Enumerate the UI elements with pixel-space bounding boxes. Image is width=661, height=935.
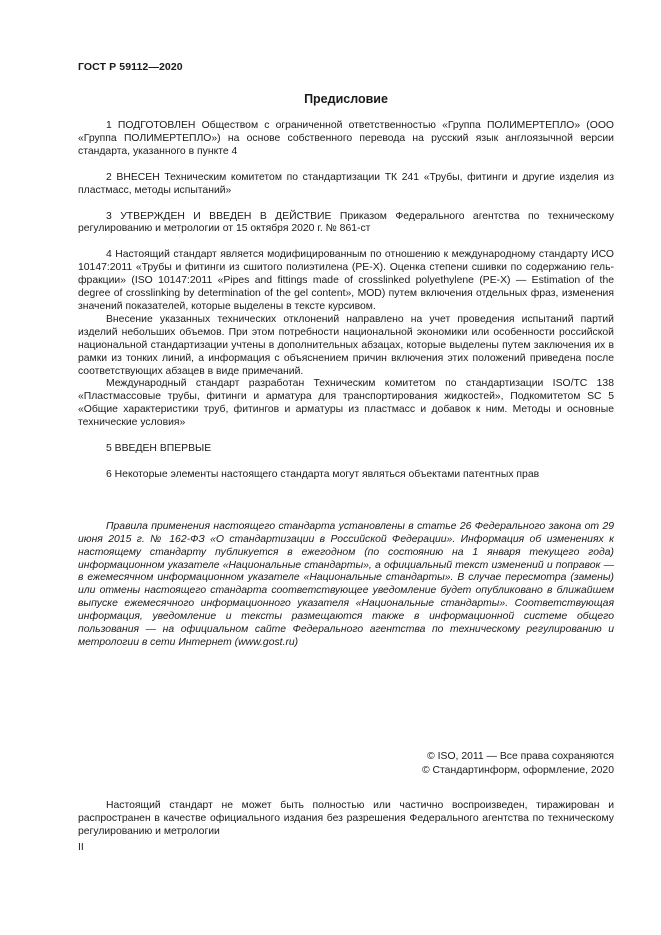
paragraph-patent-rights: 6 Некоторые элементы настоящего стандарта могут являться объектами патентных прав (106, 468, 540, 480)
foreword-body (78, 120, 614, 650)
paragraph-submitted-by: 2 ВНЕСЕН Техническим комитетом по стандартизации ТК 241 «Трубы, фитинги и другие изделия из пластмасс, методы испытаний» (78, 171, 614, 196)
paragraph-introduced: 5 ВВЕДЕН ВПЕРВЫЕ (106, 443, 212, 455)
rules-of-application-note: Правила применения настоящего стандарта установлены в статье 26 Федерального закона от 29 июня 2015 г. № 162-ФЗ «О стандартизации в Российской Федерации». Информация об изменениях к настоящему стандарту публикуется в ежегодном (по состоянию на 1 января текущего года) информационном указателе «Национальные стандарты», а официальный текст изменений и поправок — в ежемесячном информационном указателе «Национальные стандарты». В случае пересмотра (замены) или отмены настоящего стандарта соответствующее уведомление будет опубликовано в ближайшем выпуске ежемесячного информационного указателя «Национальные стандарты». Соответствующая информация, уведомление и тексты размещаются также в информационной системе общего пользования — на официальном сайте Федерального агентства по техническому регулированию и метрологии в сети Интернет (www.gost.ru) (78, 520, 614, 648)
reproduction-notice (78, 800, 614, 839)
page-title: Предисловие (304, 92, 388, 106)
paragraph-prepared-by: 1 ПОДГОТОВЛЕН Обществом с ограниченной ответственностью «Группа ПОЛИМЕРТЕПЛО» (ООО «Группа ПОЛИМЕРТЕПЛО») на основе собственного перевода на русский язык англоязычной версии стандарта, указанного в пункте 4 (78, 120, 614, 157)
paragraph-modification: 4 Настоящий стандарт является модифицированным по отношению к международному стандарту ИСО 10147:2011 «Трубы и фитинги из сшитого полиэтилена (PE-X). Оценка степени сшивки по содержанию гель-фракции» (ISO 10147:2011 «Pipes and fittings made of crosslinked polyethylene (PE-X) — Estimation of the degree of crosslinking by determination of the gel content», MOD) путем включения отдельных фраз, изменения значений показателей, которые выделены в тексте курсивом. (78, 249, 614, 312)
page-number: II (78, 842, 84, 853)
paragraph-deviations: Внесение указанных технических отклонений направлено на учет проведения испытаний партий изделий небольших объемов. При этом потребности национальной экономики или особенности российской национальной стандартизации учтены в дополнительных абзацах, которые выделены путем заключения их в рамки из тонких линий, а информация с объяснением причин включения этих положений приведена после соответствующих абзацев в виде примечаний. (78, 313, 614, 377)
reproduction-notice-text: Настоящий стандарт не может быть полностью или частично воспроизведен, тиражирован и распространен в качестве официального издания без разрешения Федерального агентства по техническому регулированию и метрологии (78, 800, 614, 837)
copyright-standartinform: © Стандартинформ, оформление, 2020 (421, 764, 614, 776)
document-code: ГОСТ Р 59112—2020 (78, 61, 183, 73)
paragraph-international-standard: Международный стандарт разработан Техническим комитетом по стандартизации ISO/TC 138 «Пластмассовые трубы, фитинги и арматура для транспортирования жидкостей», Подкомитетом SC 5 «Общие характеристики труб, фитингов и арматуры из пластмасс и добавок к ним. Методы и основные технические условия» (78, 378, 614, 429)
paragraph-approved: 3 УТВЕРЖДЕН И ВВЕДЕН В ДЕЙСТВИЕ Приказом Федерального агентства по техническому регулированию и метрологии от 15 октября 2020 г. № 861-ст (78, 210, 614, 235)
copyright-block (78, 750, 614, 777)
copyright-iso: © ISO, 2011 — Все права сохраняются (427, 751, 614, 762)
